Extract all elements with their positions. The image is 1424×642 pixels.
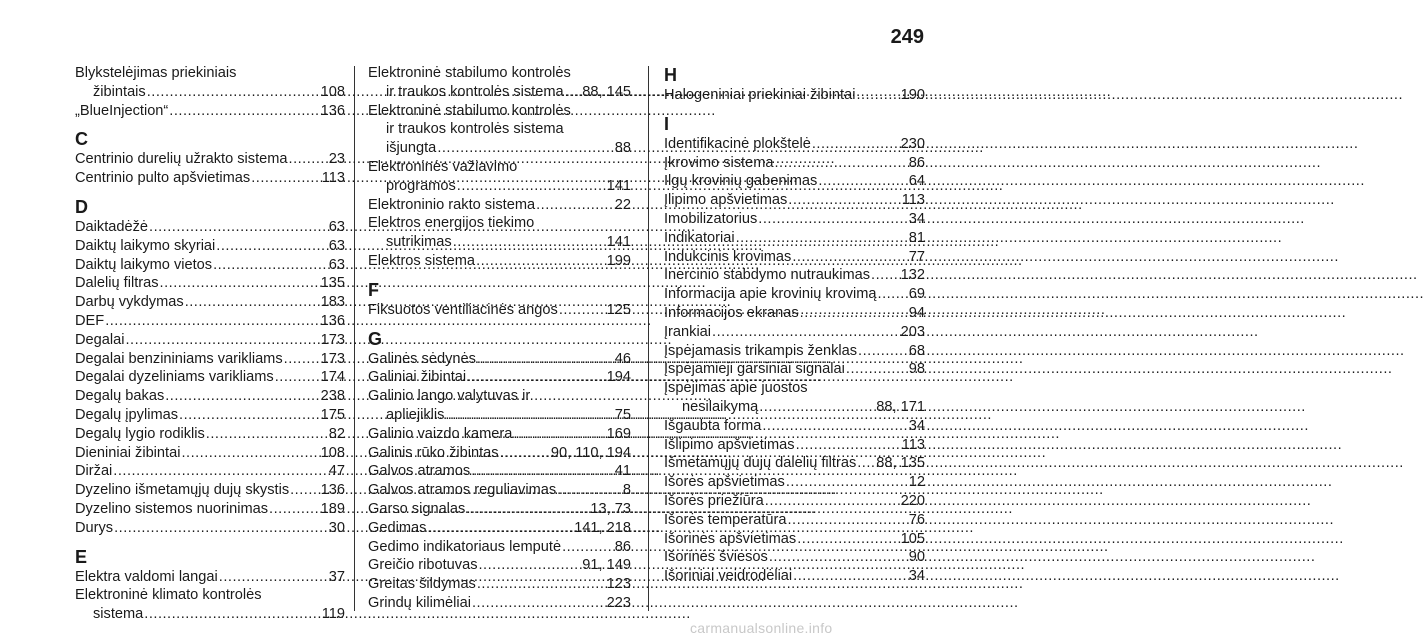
- entry-page-reference[interactable]: 69: [908, 286, 925, 303]
- entry-term: Informacijos ekranas: [664, 304, 799, 321]
- index-entry[interactable]: [664, 511, 925, 530]
- entry-term: Galinio lango valytuvas ir: [368, 388, 531, 405]
- entry-term: Degalų lygio rodiklis: [75, 425, 205, 442]
- index-entry[interactable]: [75, 444, 345, 463]
- dot-leader: [147, 83, 320, 102]
- index-entry[interactable]: [368, 196, 631, 215]
- entry-term: Galinio vaizdo kamera: [368, 425, 513, 442]
- index-entry[interactable]: [664, 473, 925, 492]
- entry-page-reference[interactable]: 12: [908, 474, 925, 491]
- entry-page-reference[interactable]: 108: [320, 444, 345, 461]
- dot-leader: [437, 139, 613, 158]
- entry-page-reference[interactable]: 13, 73: [590, 500, 631, 517]
- index-entry[interactable]: [664, 86, 925, 105]
- dot-leader: [477, 350, 614, 369]
- entry-term: Degalų įpylimas: [75, 406, 179, 423]
- index-entry[interactable]: [75, 387, 345, 406]
- index-entry[interactable]: [368, 481, 631, 500]
- entry-term: ir traukos kontrolės sistema: [386, 121, 564, 138]
- index-entry[interactable]: [368, 64, 631, 102]
- index-entry[interactable]: [664, 436, 925, 455]
- index-entry[interactable]: [368, 519, 631, 538]
- index-entry[interactable]: [368, 594, 631, 613]
- dot-leader: [216, 237, 327, 256]
- entry-page-reference[interactable]: 141: [606, 234, 631, 251]
- entry-page-reference[interactable]: 113: [901, 436, 925, 453]
- dot-leader: [788, 191, 900, 210]
- index-entry[interactable]: [75, 237, 345, 256]
- entry-term: Gedimas: [368, 519, 427, 536]
- dot-leader: [562, 538, 614, 557]
- index-entry[interactable]: [368, 158, 631, 196]
- dot-leader: [477, 575, 606, 594]
- dot-leader: [786, 473, 908, 492]
- entry-page-reference[interactable]: 136: [320, 102, 345, 119]
- dot-leader: [105, 312, 319, 331]
- dot-leader: [736, 229, 908, 248]
- index-entry[interactable]: [664, 492, 925, 511]
- index-entry[interactable]: [368, 350, 631, 369]
- dot-leader: [536, 196, 614, 215]
- entry-term: Galinis rūko žibintas: [368, 444, 499, 461]
- entry-term: Centrinio pulto apšvietimas: [75, 170, 251, 187]
- entry-term: Identifikacinė plokštelė: [664, 135, 811, 152]
- entry-term: Informacija apie krovinių krovimą: [664, 286, 877, 303]
- entry-page-reference[interactable]: 90: [908, 549, 925, 566]
- entry-page-reference[interactable]: 175: [320, 406, 345, 423]
- index-entry[interactable]: [368, 575, 631, 594]
- entry-page-reference[interactable]: 223: [606, 594, 631, 611]
- entry-page-reference[interactable]: 203: [900, 323, 925, 340]
- dot-leader: [792, 248, 907, 267]
- index-entry[interactable]: [75, 500, 345, 519]
- dot-leader: [427, 519, 573, 538]
- dot-leader: [793, 567, 908, 586]
- index-entry[interactable]: [368, 462, 631, 481]
- entry-page-reference[interactable]: 220: [900, 492, 925, 509]
- index-entry[interactable]: [75, 519, 345, 538]
- entry-term: Dyzelino išmetamųjų dujų skystis: [75, 482, 290, 499]
- index-entry[interactable]: [75, 150, 345, 169]
- entry-term: Išmetamųjų dujų dalelių filtras: [664, 455, 857, 472]
- entry-term: Blykstelėjimas priekiniais: [75, 65, 237, 81]
- dot-leader: [871, 266, 900, 285]
- entry-page-reference[interactable]: 90, 110, 194: [550, 444, 631, 461]
- entry-page-reference[interactable]: 125: [606, 301, 631, 318]
- entry-page-reference[interactable]: 136: [320, 312, 345, 329]
- entry-page-reference[interactable]: 98: [908, 361, 925, 378]
- index-entry[interactable]: [664, 154, 925, 173]
- index-entry[interactable]: [368, 252, 631, 271]
- index-column-2: [368, 64, 631, 613]
- entry-page-reference[interactable]: 91, 149: [582, 557, 631, 574]
- section-letter: I: [664, 113, 670, 134]
- entry-page-reference[interactable]: 34: [908, 568, 925, 585]
- dot-leader: [213, 256, 328, 275]
- entry-page-reference[interactable]: 64: [908, 173, 925, 190]
- dot-leader: [467, 368, 605, 387]
- index-entry[interactable]: [664, 417, 925, 436]
- section-letter: F: [368, 279, 379, 300]
- entry-page-reference[interactable]: 86: [908, 154, 925, 171]
- entry-term: Garso signalas: [368, 500, 466, 517]
- entry-page-reference[interactable]: 30: [328, 519, 345, 536]
- dot-leader: [878, 285, 908, 304]
- entry-term: Įlipimo apšvietimas: [664, 192, 788, 209]
- dot-leader: [500, 444, 550, 463]
- entry-term: Elektroninės važiavimo: [368, 158, 518, 175]
- dot-leader: [179, 406, 320, 425]
- index-entry[interactable]: [664, 567, 925, 586]
- index-entry[interactable]: [664, 248, 925, 267]
- entry-page-reference[interactable]: 136: [320, 482, 345, 499]
- dot-leader: [169, 102, 319, 121]
- section-letter: E: [75, 546, 88, 567]
- entry-term: Dalelių filtras: [75, 275, 159, 292]
- entry-page-reference[interactable]: 105: [900, 530, 925, 547]
- entry-page-reference[interactable]: 173: [320, 350, 345, 367]
- dot-leader: [765, 492, 900, 511]
- entry-term: Įkrovimo sistema: [664, 154, 774, 171]
- dot-leader: [160, 274, 320, 293]
- index-entry[interactable]: [664, 530, 925, 549]
- dot-leader: [457, 177, 606, 196]
- index-entry[interactable]: [664, 135, 925, 154]
- index-entry[interactable]: [75, 293, 345, 312]
- entry-term: Degalai benzininiams varikliams: [75, 350, 283, 367]
- entry-term: Centrinio durelių užrakto sistema: [75, 151, 288, 168]
- entry-page-reference[interactable]: 119: [321, 606, 345, 623]
- entry-page-reference[interactable]: 63: [328, 237, 345, 254]
- dot-leader: [275, 368, 320, 387]
- index-entry[interactable]: [664, 285, 925, 304]
- entry-term: Galiniai žibintai: [368, 369, 467, 386]
- entry-term: Inercinio stabdymo nutraukimas: [664, 267, 871, 284]
- index-entry[interactable]: [75, 102, 345, 121]
- entry-term: programos: [386, 177, 456, 194]
- entry-term: Gedimo indikatoriaus lemputė: [368, 538, 562, 555]
- entry-term: Elektra valdomi langai: [75, 568, 218, 585]
- entry-page-reference[interactable]: 86: [614, 538, 631, 555]
- entry-term: Daiktų laikymo vietos: [75, 256, 213, 273]
- entry-term: Degalai: [75, 331, 125, 348]
- entry-term: Indukcinis krovimas: [664, 248, 792, 265]
- dot-leader: [219, 568, 328, 587]
- index-entry[interactable]: [75, 312, 345, 331]
- entry-page-reference[interactable]: 46: [614, 350, 631, 367]
- entry-term: Daiktų laikymo skyriai: [75, 237, 216, 254]
- entry-page-reference[interactable]: 88, 145: [582, 83, 631, 100]
- entry-page-reference[interactable]: 132: [900, 267, 925, 284]
- entry-page-reference[interactable]: 88: [614, 140, 631, 157]
- entry-term: Halogeniniai priekiniai žibintai: [664, 87, 856, 103]
- entry-term: Elektros energijos tiekimo: [368, 215, 535, 232]
- dot-leader: [565, 83, 582, 102]
- entry-term: „BlueInjection“: [75, 102, 169, 119]
- entry-page-reference[interactable]: 63: [328, 218, 345, 235]
- entry-page-reference[interactable]: 37: [328, 568, 345, 585]
- entry-term: Greitas šildymas: [368, 576, 476, 593]
- dot-leader: [113, 462, 327, 481]
- dot-leader: [144, 605, 320, 624]
- index-entry[interactable]: [664, 323, 925, 342]
- entry-term: Dyzelino sistemos nuorinimas: [75, 500, 269, 517]
- dot-leader: [857, 454, 875, 473]
- entry-term: nesilaikymą: [682, 398, 759, 415]
- entry-term: Indikatoriai: [664, 229, 735, 246]
- entry-term: Įspėjamieji garsiniai signalai: [664, 361, 845, 378]
- index-entry[interactable]: [368, 425, 631, 444]
- dot-leader: [856, 86, 899, 105]
- index-entry[interactable]: [75, 481, 345, 500]
- entry-term: Daiktadėžė: [75, 218, 149, 235]
- entry-term: Elektroninė stabilumo kontrolės: [368, 102, 571, 119]
- index-entry[interactable]: [75, 586, 345, 624]
- entry-term: Ilgų krovinių gabenimas: [664, 173, 818, 190]
- dot-leader: [206, 425, 328, 444]
- dot-leader: [559, 301, 606, 320]
- entry-term: Elektroninė klimato kontrolės: [75, 587, 262, 604]
- entry-page-reference[interactable]: 82: [328, 425, 345, 442]
- index-entry[interactable]: [664, 304, 925, 323]
- index-entry[interactable]: [664, 342, 925, 361]
- entry-page-reference[interactable]: 75: [614, 406, 631, 423]
- entry-page-reference[interactable]: 41: [614, 463, 631, 480]
- dot-leader: [759, 398, 875, 417]
- section-letter: G: [368, 328, 383, 349]
- dot-leader: [797, 530, 899, 549]
- entry-term: Diržai: [75, 463, 113, 480]
- entry-page-reference[interactable]: 77: [908, 248, 925, 265]
- dot-leader: [290, 481, 320, 500]
- entry-term: Durys: [75, 519, 114, 536]
- index-entry[interactable]: [75, 256, 345, 275]
- dot-leader: [114, 519, 328, 538]
- dot-leader: [471, 462, 614, 481]
- entry-page-reference[interactable]: 230: [900, 135, 925, 152]
- entry-page-reference[interactable]: 113: [321, 170, 345, 187]
- entry-term: Degalų bakas: [75, 388, 165, 405]
- index-column-1: [75, 64, 345, 624]
- entry-term: Įspėjimas apie juostos: [664, 380, 808, 397]
- index-entry[interactable]: [664, 266, 925, 285]
- dot-leader: [126, 331, 320, 350]
- index-entry[interactable]: [75, 274, 345, 293]
- index-entry[interactable]: [75, 169, 345, 188]
- entry-term: Įrankiai: [664, 323, 712, 340]
- index-entry[interactable]: [368, 500, 631, 519]
- entry-term: Darbų vykdymas: [75, 294, 184, 311]
- dot-leader: [796, 436, 901, 455]
- entry-page-reference[interactable]: 123: [606, 576, 631, 593]
- dot-leader: [466, 500, 589, 519]
- entry-term: Imobilizatorius: [664, 210, 758, 227]
- dot-leader: [513, 425, 605, 444]
- entry-page-reference[interactable]: 113: [901, 192, 925, 209]
- entry-term: Išgaubta forma: [664, 417, 762, 434]
- dot-leader: [858, 342, 908, 361]
- entry-page-reference[interactable]: 94: [908, 304, 925, 321]
- entry-page-reference[interactable]: 22: [614, 196, 631, 213]
- entry-page-reference[interactable]: 190: [900, 87, 925, 103]
- dot-leader: [181, 444, 319, 463]
- index-entry[interactable]: [664, 229, 925, 248]
- entry-page-reference[interactable]: 141, 218: [574, 519, 631, 536]
- index-entry[interactable]: [368, 556, 631, 575]
- entry-page-reference[interactable]: 135: [320, 275, 345, 292]
- entry-term: Greičio ribotuvas: [368, 557, 478, 574]
- index-entry[interactable]: [368, 368, 631, 387]
- index-entry[interactable]: [664, 454, 925, 473]
- index-entry[interactable]: [75, 218, 345, 237]
- index-entry[interactable]: [75, 568, 345, 587]
- dot-leader: [712, 323, 900, 342]
- index-entry[interactable]: [368, 102, 631, 158]
- dot-leader: [445, 406, 613, 425]
- entry-term: ir traukos kontrolės sistema: [386, 83, 564, 100]
- index-entry[interactable]: [368, 214, 631, 252]
- entry-term: išjungta: [386, 140, 437, 157]
- entry-term: žibintais: [93, 83, 146, 100]
- index-entry[interactable]: [75, 331, 345, 350]
- dot-leader: [476, 252, 606, 271]
- entry-page-reference[interactable]: 141: [606, 177, 631, 194]
- entry-term: Galinės sėdynės: [368, 350, 476, 367]
- index-entry[interactable]: [75, 64, 345, 102]
- dot-leader: [774, 154, 907, 173]
- entry-page-reference[interactable]: 199: [606, 252, 631, 269]
- dot-leader: [762, 417, 907, 436]
- entry-term: apliejiklis: [386, 406, 445, 423]
- entry-page-reference[interactable]: 23: [328, 151, 345, 168]
- section-letter: H: [664, 65, 677, 85]
- page-number: 249: [890, 26, 924, 48]
- entry-page-reference[interactable]: 88, 135: [876, 455, 925, 472]
- index-entry[interactable]: [75, 425, 345, 444]
- entry-term: Grindų kilimėliai: [368, 594, 471, 611]
- entry-term: Dieniniai žibintai: [75, 444, 181, 461]
- index-entry[interactable]: [664, 191, 925, 210]
- dot-leader: [787, 511, 907, 530]
- dot-leader: [812, 135, 900, 154]
- index-entry[interactable]: [664, 360, 925, 379]
- index-entry[interactable]: [75, 350, 345, 369]
- entry-term: Išorinės šviesos: [664, 549, 768, 566]
- section-letter: D: [75, 196, 88, 217]
- entry-page-reference[interactable]: 238: [320, 388, 345, 405]
- dot-leader: [289, 150, 328, 169]
- entry-term: DEF: [75, 312, 105, 329]
- dot-leader: [818, 172, 907, 191]
- index-entry[interactable]: [368, 301, 631, 320]
- entry-term: sistema: [93, 606, 144, 623]
- entry-term: Išoriniai veidrodėliai: [664, 568, 793, 585]
- dot-leader: [284, 350, 320, 369]
- entry-term: Išlipimo apšvietimas: [664, 436, 795, 453]
- watermark: carmanualsonline.info: [690, 620, 833, 636]
- dot-leader: [165, 387, 319, 406]
- entry-page-reference[interactable]: 68: [908, 342, 925, 359]
- entry-page-reference[interactable]: 47: [328, 463, 345, 480]
- entry-term: Galvos atramos reguliavimas: [368, 482, 557, 499]
- entry-term: Išorinės apšvietimas: [664, 530, 797, 547]
- section-letter: C: [75, 129, 88, 150]
- entry-page-reference[interactable]: 88, 171: [876, 398, 925, 415]
- dot-leader: [472, 594, 606, 613]
- dot-leader: [453, 233, 606, 252]
- index-entry[interactable]: [75, 462, 345, 481]
- entry-page-reference[interactable]: 194: [606, 369, 631, 386]
- index-entry[interactable]: [75, 406, 345, 425]
- dot-leader: [149, 218, 328, 237]
- index-entry[interactable]: [664, 172, 925, 191]
- index-entry[interactable]: [664, 210, 925, 229]
- index-column-3: [664, 64, 925, 586]
- dot-leader: [846, 360, 908, 379]
- entry-page-reference[interactable]: 108: [320, 83, 345, 100]
- entry-term: sutrikimas: [386, 234, 452, 251]
- dot-leader: [269, 500, 320, 519]
- entry-page-reference[interactable]: 34: [908, 417, 925, 434]
- entry-page-reference[interactable]: 189: [320, 500, 345, 517]
- entry-term: Elektroninė stabilumo kontrolės: [368, 65, 571, 81]
- entry-page-reference[interactable]: 63: [328, 256, 345, 273]
- index-entry[interactable]: [664, 379, 925, 417]
- entry-page-reference[interactable]: 173: [320, 331, 345, 348]
- dot-leader: [479, 556, 582, 575]
- entry-page-reference[interactable]: 81: [908, 229, 925, 246]
- entry-page-reference[interactable]: 76: [908, 511, 925, 528]
- entry-term: Elektros sistema: [368, 252, 476, 269]
- dot-leader: [251, 169, 321, 188]
- index-entry[interactable]: [368, 387, 631, 425]
- entry-term: Elektroninio rakto sistema: [368, 196, 536, 213]
- entry-page-reference[interactable]: 183: [320, 294, 345, 311]
- dot-leader: [769, 548, 908, 567]
- entry-term: Galvos atramos: [368, 463, 471, 480]
- index-entry[interactable]: [368, 538, 631, 557]
- entry-term: Įspėjamasis trikampis ženklas: [664, 342, 858, 359]
- dot-leader: [758, 210, 907, 229]
- entry-term: Fiksuotos ventiliacinės angos: [368, 301, 558, 318]
- index-entry[interactable]: [368, 444, 631, 463]
- index-entry[interactable]: [664, 548, 925, 567]
- entry-term: Išorės priežiūra: [664, 492, 764, 509]
- entry-page-reference[interactable]: 174: [320, 369, 345, 386]
- entry-page-reference[interactable]: 34: [908, 210, 925, 227]
- dot-leader: [185, 293, 320, 312]
- dot-leader: [800, 304, 908, 323]
- entry-term: Išorės temperatūra: [664, 511, 787, 528]
- entry-page-reference[interactable]: 169: [606, 425, 631, 442]
- entry-term: Degalai dyzeliniams varikliams: [75, 369, 274, 386]
- index-entry[interactable]: [75, 368, 345, 387]
- entry-page-reference[interactable]: 8: [622, 482, 631, 499]
- dot-leader: [557, 481, 622, 500]
- entry-term: Išorės apšvietimas: [664, 474, 785, 491]
